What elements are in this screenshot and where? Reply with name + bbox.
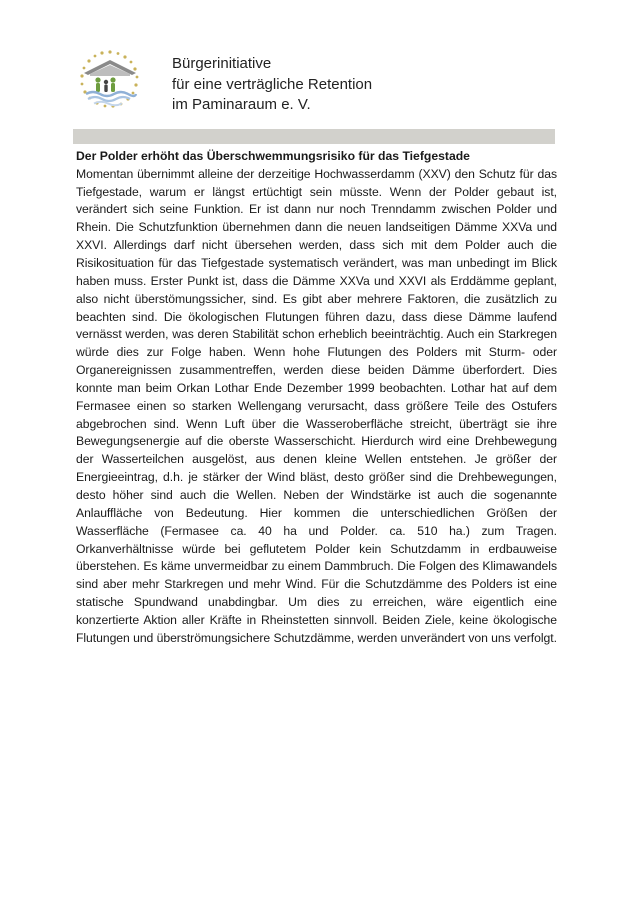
organization-name-line-2: für eine verträgliche Retention [172,75,373,93]
header-divider-bar [73,129,555,144]
letterhead [76,48,556,118]
organization-name [172,54,372,116]
article-body: Momentan übernimmt alleine der derzeitige Hochwasserdamm (XXV) den Schutz für das Tiefgestade, warum er längst ertüchtigt sein müsste. Wenn der Polder gebaut ist, verändert sich seine Funktion. Er ist dann nur noch Trenndamm zwischen Polder und Rhein. Die Schutzfunktion übernehmen dann die neuen landseitigen Dämme XXVa und XXVI. Allerdings darf nicht übersehen werden, dass sich mit dem Polder auch die Risikosituation für das Tiefgestade systematisch verändert, was man unbedingt im Blick haben muss. Erster Punkt ist, dass die Dämme XXVa und XXVI als Erddämme geplant, also nicht überstömungssicher, sind. Es gibt aber mehrere Faktoren, die zusätzlich zu beachten sind. Die ökologischen Flutungen führen dazu, dass diese Dämme laufend vernässt werden, was deren Stabilität schon erheblich beeinträchtig. Auch ein Starkregen würde dies zur Folge haben. Wenn hohe Flutungen des Polders mit Sturm- oder Organereignissen zusammentreffen, werden diese beiden Dämme überfordert. Dies konnte man beim Orkan Lothar Ende Dezember 1999 beobachten. Lothar hat auf dem Fermasee einen so starken Wellengang verursacht, dass größere Teile des Ostufers abgebrochen sind. Wenn Luft über die Wasseroberfläche streicht, überträgt sie ihre Bewegungsenergie auf die oberste Wasserschicht. Hierdurch wird eine Drehbewegung der Wasserteilchen ausgelöst, aus denen kleine Wellen entstehen. Je größer der Energieeintrag, d.h. je stärker der Wind bläst, desto größer sind die Drehbewegungen, desto höher sind auch die Wellen. Neben der Windstärke ist auch die sogenannte Anlauffläche von Bedeutung. Hier kommen die unterschiedlichen Größen der Wasserfläche (Fermasee ca. 40 ha und Polder. ca. 510 ha.) zum Tragen. Orkanverhältnisse würde bei geflutetem Polder kein Schutzdamm in erdbauweise überstehen. Es käme unvermeidbar zu einem Dammbruch. Die Folgen des Klimawandels sind aber mehr Starkregen und mehr Wind. Für die Schutzdämme des Polders ist eine statische Spundwand unabdingbar. Um dies zu erreichen, wäre eigentlich eine konzertierte Aktion aller Kräfte in Rheinstetten sinnvoll. Beiden Ziele, keine ökologische Flutungen und überströmungsichere Schutzdämme, werden unverändert von uns verfolgt. [76,166,557,645]
organization-name-line-3: im Paminaraum e. V. [172,96,311,113]
article-headline: Der Polder erhöht das Überschwemmungsrisiko für das Tiefgestade [76,149,470,163]
house-family-waves-logo [76,48,144,110]
organization-name-line-1: Bürgerinitiative [172,55,272,72]
article [76,148,557,648]
